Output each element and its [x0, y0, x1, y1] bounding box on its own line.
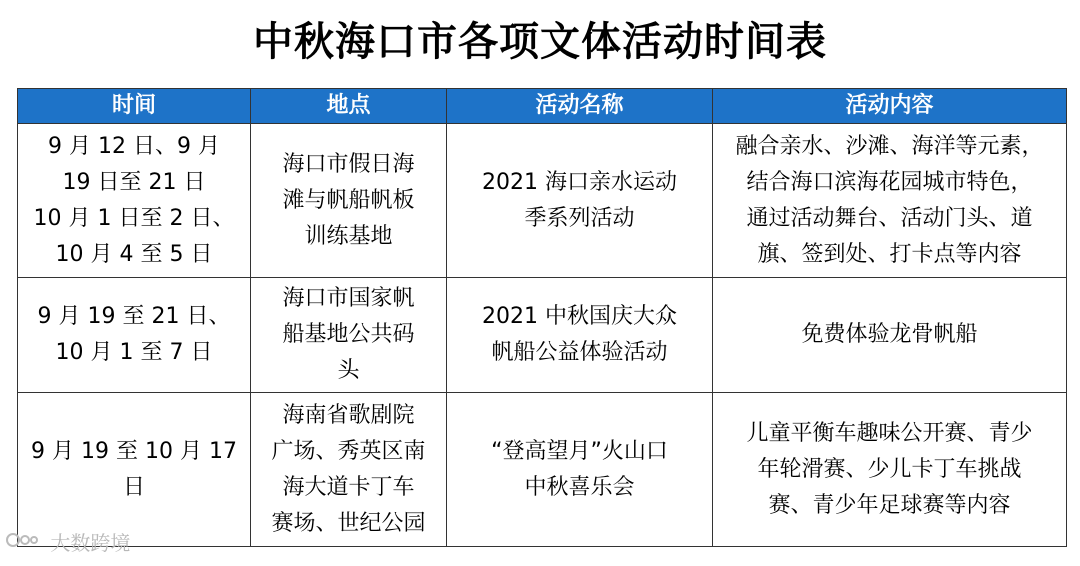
- table-row: [18, 393, 1067, 547]
- time-line: 日: [122, 474, 145, 500]
- activity-content-line: 结合海口滨海花园城市特色，: [746, 169, 1033, 195]
- time-line: 10 月 1 日至 2 日、: [33, 205, 235, 231]
- place-line: 海南省歌剧院: [282, 402, 415, 428]
- time-cell: [18, 393, 251, 547]
- activity-content-line: 融合亲水、沙滩、海洋等元素，: [735, 133, 1044, 159]
- activity-content-cell: [713, 393, 1067, 547]
- place-line: 海大道卡丁车: [282, 474, 415, 500]
- time-line: 9 月 19 至 10 月 17: [31, 438, 237, 464]
- column-header-activity-content: 活动内容: [713, 89, 1067, 124]
- place-line: 头: [337, 358, 360, 383]
- activity-name-line: “登高望月”火山口: [491, 438, 668, 464]
- page-title: 中秋海口市各项文体活动时间表: [253, 19, 827, 65]
- activity-content-line: 免费体验龙骨帆船: [801, 322, 978, 347]
- table-row: [18, 278, 1067, 393]
- watermark-text: 大数跨境: [50, 531, 131, 555]
- activity-name-line: 季系列活动: [524, 205, 635, 231]
- time-line: 19 日至 21 日: [62, 169, 206, 195]
- time-cell: [18, 278, 251, 393]
- place-line: 船基地公共码: [282, 322, 415, 347]
- activity-name-line: 中秋喜乐会: [524, 474, 635, 500]
- activity-name-line: 2021 海口亲水运动: [482, 169, 677, 195]
- activity-name-line: 帆船公益体验活动: [491, 340, 668, 365]
- place-line: 海口市假日海: [282, 151, 415, 177]
- watermark-logo-icon: [6, 530, 40, 556]
- table-header-row: [18, 89, 1067, 124]
- activity-content-line: 儿童平衡车趣味公开赛、青少: [746, 420, 1033, 446]
- activity-content-line: 旗、签到处、打卡点等内容: [757, 241, 1022, 267]
- column-header-activity-name: 活动名称: [447, 89, 713, 124]
- place-cell: [251, 124, 447, 278]
- time-line: 10 月 4 至 5 日: [55, 241, 213, 267]
- place-cell: [251, 278, 447, 393]
- activity-content-line: 年轮滑赛、少儿卡丁车挑战: [757, 456, 1022, 482]
- time-line: 9 月 12 日、9 月: [48, 133, 220, 159]
- place-line: 海口市国家帆: [282, 286, 415, 311]
- place-line: 训练基地: [304, 223, 393, 249]
- place-cell: [251, 393, 447, 547]
- place-line: 滩与帆船帆板: [282, 187, 415, 213]
- table-row: [18, 124, 1067, 278]
- column-header-time: 时间: [18, 89, 251, 124]
- time-line: 9 月 19 至 21 日、: [37, 304, 231, 329]
- watermark: [6, 530, 130, 556]
- place-line: 广场、秀英区南: [271, 438, 426, 464]
- activity-name-cell: [447, 124, 713, 278]
- time-cell: [18, 124, 251, 278]
- activity-content-cell: [713, 124, 1067, 278]
- activity-content-line: 赛、青少年足球赛等内容: [768, 492, 1011, 518]
- activity-name-line: 2021 中秋国庆大众: [482, 304, 677, 329]
- activity-schedule-table: [17, 88, 1067, 547]
- activity-content-cell: [713, 278, 1067, 393]
- activity-content-line: 通过活动舞台、活动门头、道: [746, 205, 1033, 231]
- activity-name-cell: [447, 393, 713, 547]
- time-line: 10 月 1 至 7 日: [55, 340, 213, 365]
- activity-name-cell: [447, 278, 713, 393]
- column-header-place: 地点: [251, 89, 447, 124]
- place-line: 赛场、世纪公园: [271, 510, 426, 536]
